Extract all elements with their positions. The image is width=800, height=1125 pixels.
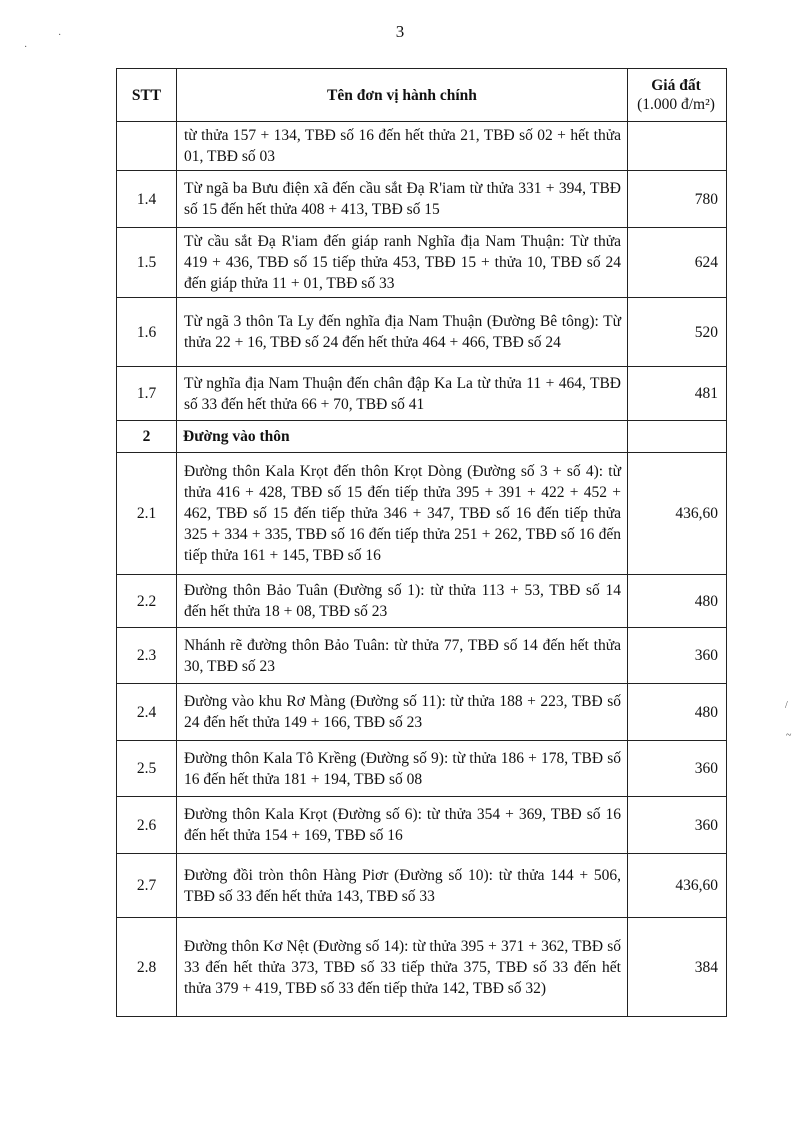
header-admin-unit: Tên đơn vị hành chính [177,69,628,122]
row-description: Từ ngã ba Bưu điện xã đến cầu sắt Đạ R'iam từ thửa 331 + 394, TBĐ số 15 đến hết thửa 408 + 413, TBĐ số 15 [177,171,628,228]
row-stt: 1.7 [117,367,177,421]
scan-speck: ~ [786,730,792,741]
row-price: 360 [628,797,727,854]
row-stt: 1.4 [117,171,177,228]
row-stt [117,122,177,171]
table-row [117,367,727,421]
row-description: Đường đồi tròn thôn Hàng Piơr (Đường số 10): từ thửa 144 + 506, TBĐ số 33 đến hết thửa 143, TBĐ số 33 [177,854,628,918]
table-row [117,171,727,228]
row-price: 780 [628,171,727,228]
table-row [117,741,727,797]
row-description: Đường vào thôn [177,421,628,453]
row-stt: 2.5 [117,741,177,797]
table-row [117,575,727,628]
row-stt: 2 [117,421,177,453]
row-description: Đường vào khu Rơ Màng (Đường số 11): từ thửa 188 + 223, TBĐ số 24 đến hết thửa 149 + 166, TBĐ số 23 [177,684,628,741]
page-number: 3 [395,22,405,41]
row-description: Đường thôn Kala Krọt đến thôn Krọt Dòng (Đường số 3 + số 4): từ thửa 416 + 428, TBĐ số 15 đến tiếp thửa 395 + 391 + 422 + 452 + 462, TBĐ số 15 đến tiếp thửa 346 + 347, TBĐ số 16 đến tiếp thửa 325 + 334 + 335, TBĐ số 16 đến tiếp thửa 251 + 262, TBĐ số 16 đến tiếp thửa 161 + 145, TBĐ số 16 [177,453,628,575]
row-price [628,421,727,453]
row-description: Từ cầu sắt Đạ R'iam đến giáp ranh Nghĩa địa Nam Thuận: Từ thửa 419 + 436, TBĐ số 15 tiếp thửa 453, TBĐ 15 + thửa 10, TBĐ số 24 đến giáp thửa 11 + 01, TBĐ số 33 [177,228,628,298]
table-row [117,918,727,1017]
row-stt: 2.4 [117,684,177,741]
row-price: 520 [628,298,727,367]
row-stt: 1.6 [117,298,177,367]
table-row [117,628,727,684]
row-description: Từ nghĩa địa Nam Thuận đến chân đập Ka La từ thửa 11 + 464, TBĐ số 33 đến hết thửa 66 + 70, TBĐ số 41 [177,367,628,421]
row-stt: 2.6 [117,797,177,854]
header-land-price [628,69,727,122]
row-price [628,122,727,171]
row-price: 624 [628,228,727,298]
scan-speck: / [785,700,788,711]
row-price: 480 [628,684,727,741]
row-description: Đường thôn Kala Krọt (Đường số 6): từ thửa 354 + 369, TBĐ số 16 đến hết thửa 154 + 169, TBĐ số 16 [177,797,628,854]
row-description: Đường thôn Kala Tô Krềng (Đường số 9): từ thửa 186 + 178, TBĐ số 16 đến hết thửa 181 + 194, TBĐ số 08 [177,741,628,797]
table-row [117,122,727,171]
row-price: 436,60 [628,453,727,575]
scan-speck: · [58,30,62,41]
row-stt: 2.7 [117,854,177,918]
row-description: từ thửa 157 + 134, TBĐ số 16 đến hết thửa 21, TBĐ số 02 + hết thửa 01, TBĐ số 03 [177,122,628,171]
row-stt: 2.2 [117,575,177,628]
table-row [117,228,727,298]
table-row [117,684,727,741]
row-price: 360 [628,741,727,797]
row-description: Đường thôn Kơ Nệt (Đường số 14): từ thửa 395 + 371 + 362, TBĐ số 33 đến hết thửa 373, TBĐ số 33 tiếp thửa 375, TBĐ số 33 đến hết thửa 379 + 419, TBĐ số 33 đến tiếp thửa 142, TBĐ số 32) [177,918,628,1017]
row-price: 481 [628,367,727,421]
row-price: 360 [628,628,727,684]
section-row [117,421,727,453]
table-row [117,298,727,367]
row-price: 436,60 [628,854,727,918]
table-header-row [117,69,727,122]
header-stt: STT [117,69,177,122]
row-stt: 2.1 [117,453,177,575]
scan-speck: · [24,42,28,53]
table-body [117,122,727,1017]
row-description: Nhánh rẽ đường thôn Bảo Tuân: từ thửa 77, TBĐ số 14 đến hết thửa 30, TBĐ số 23 [177,628,628,684]
header-price-label: Giá đất [651,77,701,94]
row-stt: 2.3 [117,628,177,684]
row-stt: 2.8 [117,918,177,1017]
header-price-unit: (1.000 đ/m²) [637,96,715,113]
table-row [117,797,727,854]
row-description: Đường thôn Bảo Tuân (Đường số 1): từ thửa 113 + 53, TBĐ số 14 đến hết thửa 18 + 08, TBĐ số 23 [177,575,628,628]
land-price-table [116,68,727,1017]
row-price: 480 [628,575,727,628]
row-description: Từ ngã 3 thôn Ta Ly đến nghĩa địa Nam Thuận (Đường Bê tông): Từ thửa 22 + 16, TBĐ số 24 đến hết thửa 464 + 466, TBĐ số 24 [177,298,628,367]
table-row [117,453,727,575]
table-row [117,854,727,918]
row-price: 384 [628,918,727,1017]
row-stt: 1.5 [117,228,177,298]
